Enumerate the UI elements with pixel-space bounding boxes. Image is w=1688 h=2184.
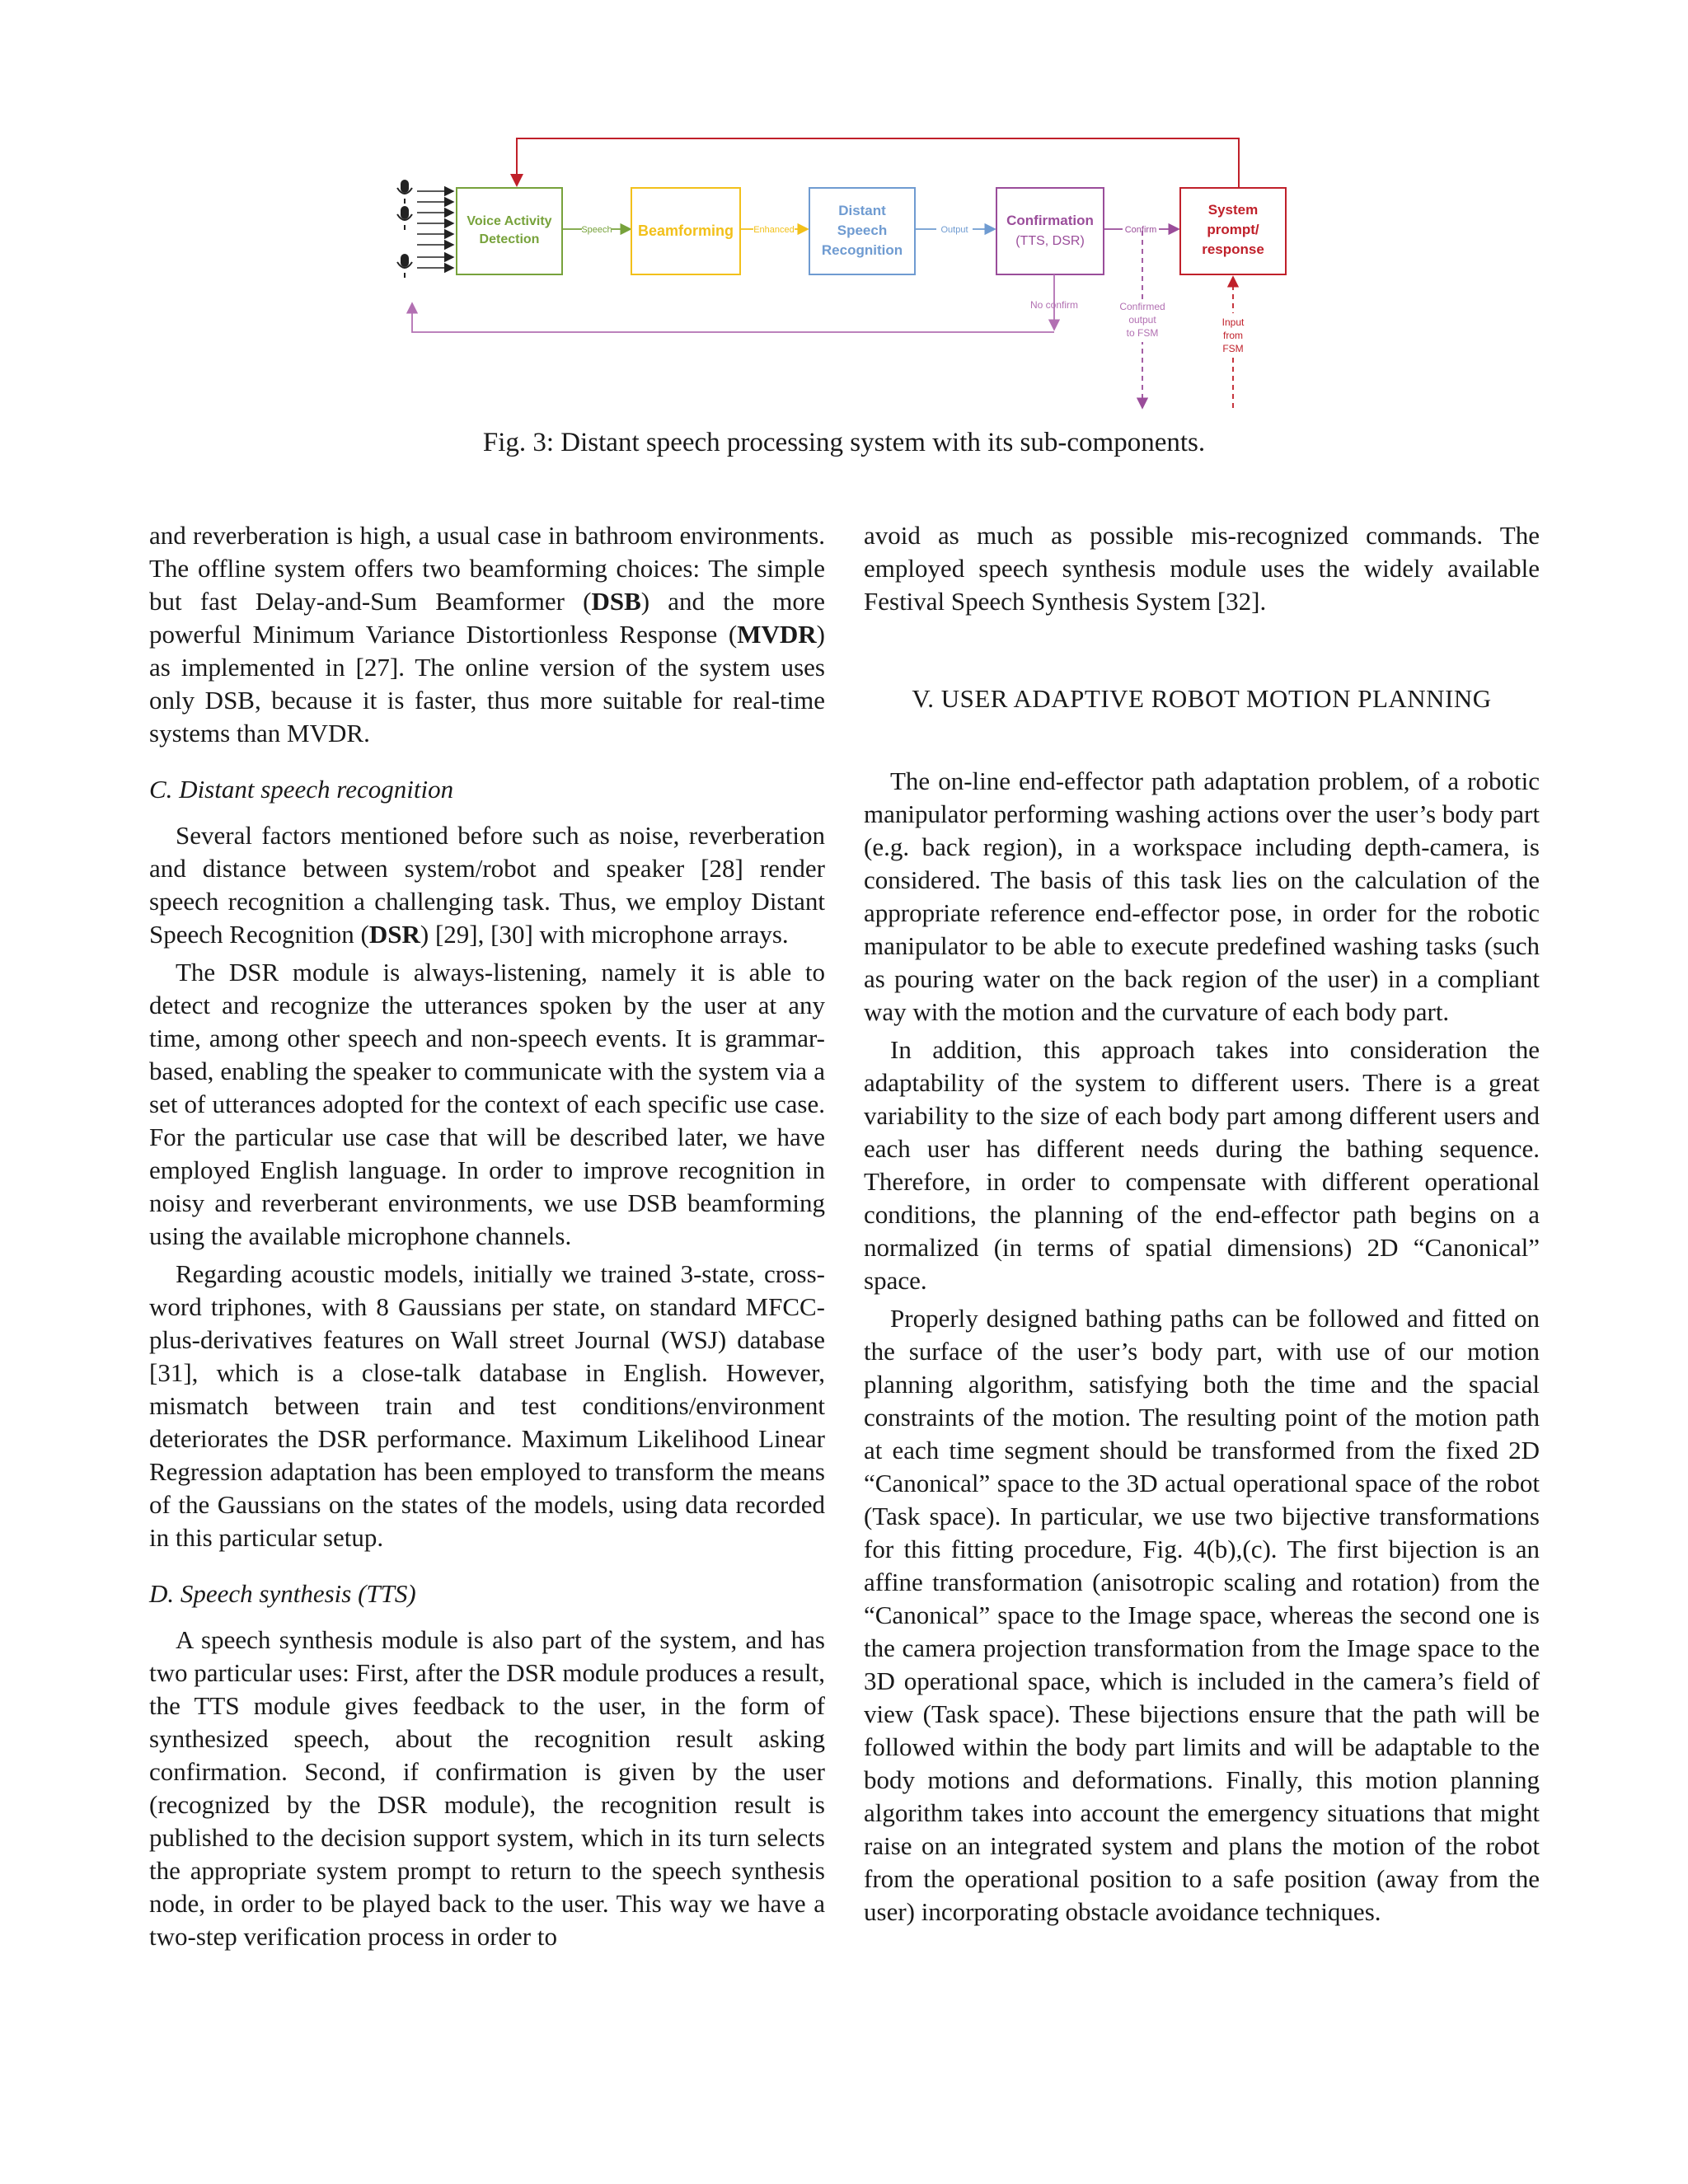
dsr-label-line2: Speech [837, 223, 888, 238]
speech-system-diagram [387, 124, 1311, 420]
confirmed-output-label-1: Confirmed [1119, 301, 1165, 312]
paragraph-tts: A speech synthesis module is also part of the system, and has two particular uses: First, after the DSR module produces a result, the TTS module gives feedback to the user, in the form of synthesized speech, about the recognition result asking confirmation. Second, if confirmation is given by the user (recognized by the DSR module), the recognition result is published to the decision support system, which in its turn selects the appropriate system prompt to return to the speech synthesis node, in order to be played back to the user. This way we have a two-step verification process in order to [149, 1625, 825, 1951]
microphone-icon [397, 180, 412, 204]
section-heading-motion-planning: V. USER ADAPTIVE ROBOT MOTION PLANNING [912, 684, 1492, 713]
system-label-line2: prompt/ [1207, 222, 1259, 237]
paragraph-bathing-paths: Properly designed bathing paths can be followed and fitted on the surface of the user’s body part, with use of our motion planning algorithm, satisfying both the time and the spacial constraints of the motion. The resulting point of the motion path at each time segment should be transformed from the fixed 2D “Canonical” space to the 3D actual operational space of the robot (Task space). In particular, we use two bijective transformations for this fitting procedure, Fig. 4(b),(c). The first bijection is an affine transformation (anisotropic scaling and rotation) from the “Canonical” space to the Image space, whereas the second one is the camera projection transformation from the Image space to the 3D operational space, which is included in the camera’s field of view (Task space). These bijections ensure that the path will be followed within the body part limits and will be adaptable to the body motions and deformations. Finally, this motion planning algorithm takes into account the emergency situations that might raise on an integrated system and plans the motion of the robot from the operational position to a safe position (away from the user) incorporating obstacle avoidance techniques. [864, 1304, 1540, 1926]
no-confirm-label: No confirm [1029, 299, 1079, 311]
paragraph-dsr-intro: Several factors mentioned before such as noise, reverberation and distance between system/robot and speaker [28] render speech recognition a challenging task. Thus, we employ Distant Speech Recognition (DSR) [29], [30] with microphone arrays. [149, 821, 825, 949]
mic-input-arrows [417, 191, 453, 268]
subsection-heading-dsr: C. Distant speech recognition [149, 775, 454, 804]
figure-caption: Fig. 3: Distant speech processing system with its sub-components. [482, 428, 1206, 457]
vad-label-line1: Voice Activity [467, 214, 552, 228]
left-column [149, 519, 825, 1953]
right-column [864, 519, 1540, 1929]
subsection-heading-tts: D. Speech synthesis (TTS) [149, 1579, 416, 1608]
speech-arrow-label: Speech [581, 225, 612, 235]
system-label-line3: response [1202, 241, 1264, 257]
feedback-loop-arrow [517, 138, 1239, 188]
figure-3 [387, 124, 1311, 420]
confirmation-box [996, 188, 1104, 274]
paragraph-path-adaptation: The on-line end-effector path adaptation problem, of a robotic manipulator performing washing actions over the user’s body part (e.g. back region), in a workspace including depth-camera, is considered. The basis of this task lies on the calculation of the appropriate reference end-effector pose, in order for the robotic manipulator to be able to execute predefined washing tasks (such as pouring water on the back region of the user) in a compliant way with the motion and the curvature of each body part. [864, 766, 1540, 1026]
input-from-fsm-label-2: from [1223, 330, 1243, 341]
system-label-line1: System [1207, 202, 1259, 218]
paragraph-beamforming: and reverberation is high, a usual case in bathroom environments. The offline system offers two beamforming choices: The simple but fast Delay-and-Sum Beamformer (DSB) and the more powerful Minimum Variance Distortionless Response (MVDR) as implemented in [27]. The online version of the system uses only DSB, because it is faster, thus more suitable for real-time systems than MVDR. [149, 521, 826, 748]
paragraph-tts-continued: avoid as much as possible mis-recognized commands. The employed speech synthesis module uses the widely available Festival Speech Synthesis System [32]. [864, 521, 1540, 616]
confirmation-label-line2: (TTS, DSR) [1015, 234, 1085, 248]
microphone-icon [397, 254, 412, 278]
confirm-arrow-label: Confirm [1124, 225, 1157, 235]
confirmed-output-label-2: output [1128, 314, 1156, 326]
input-from-fsm-label-3: FSM [1222, 343, 1244, 354]
input-from-fsm-label-1: Input [1221, 316, 1245, 328]
output-arrow-label: Output [940, 225, 968, 235]
vad-label-line2: Detection [479, 232, 540, 246]
return-to-mic-arrow [412, 303, 1054, 332]
dsr-label-line3: Recognition [821, 242, 903, 258]
enhanced-arrow-label: Enhanced [753, 225, 795, 235]
vad-box [457, 188, 562, 274]
paragraph-acoustic-models: Regarding acoustic models, initially we trained 3-state, cross-word triphones, with 8 Gaussians per state, on standard MFCC-plus-derivatives features on Wall street Journal (WSJ) database [31], which is a close-talk database in English. However, mismatch between train and test conditions/environment deteriorates the DSR performance. Maximum Likelihood Linear Regression adaptation has been employed to transform the means of the Gaussians on the states of the models, using data recorded in this particular setup. [149, 1259, 825, 1552]
microphone-icon [397, 206, 412, 230]
confirmed-output-label-3: to FSM [1126, 327, 1159, 339]
dsr-label-line1: Distant [838, 203, 886, 218]
confirmation-label-line1: Confirmation [1006, 213, 1094, 228]
beamforming-label: Beamforming [637, 223, 734, 239]
paragraph-dsr-module: The DSR module is always-listening, namely it is able to detect and recognize the utterances spoken by the user at any time, among other speech and non-speech events. It is grammar-based, enabling the speaker to communicate with the system via a set of utterances adopted for the context of each specific use case. For the particular use case that will be described later, we have employed English language. In order to improve recognition in noisy and reverberant environments, we use DSB beamforming using the available microphone channels. [149, 958, 825, 1250]
paragraph-adaptability: In addition, this approach takes into consideration the adaptability of the system to different users. There is a great variability to the size of each body part among different users and each user has different needs during the bathing sequence. Therefore, in order to compensate with different operational conditions, the planning of the end-effector path begins on a normalized (in terms of spatial dimensions) 2D “Canonical” space. [864, 1035, 1540, 1295]
